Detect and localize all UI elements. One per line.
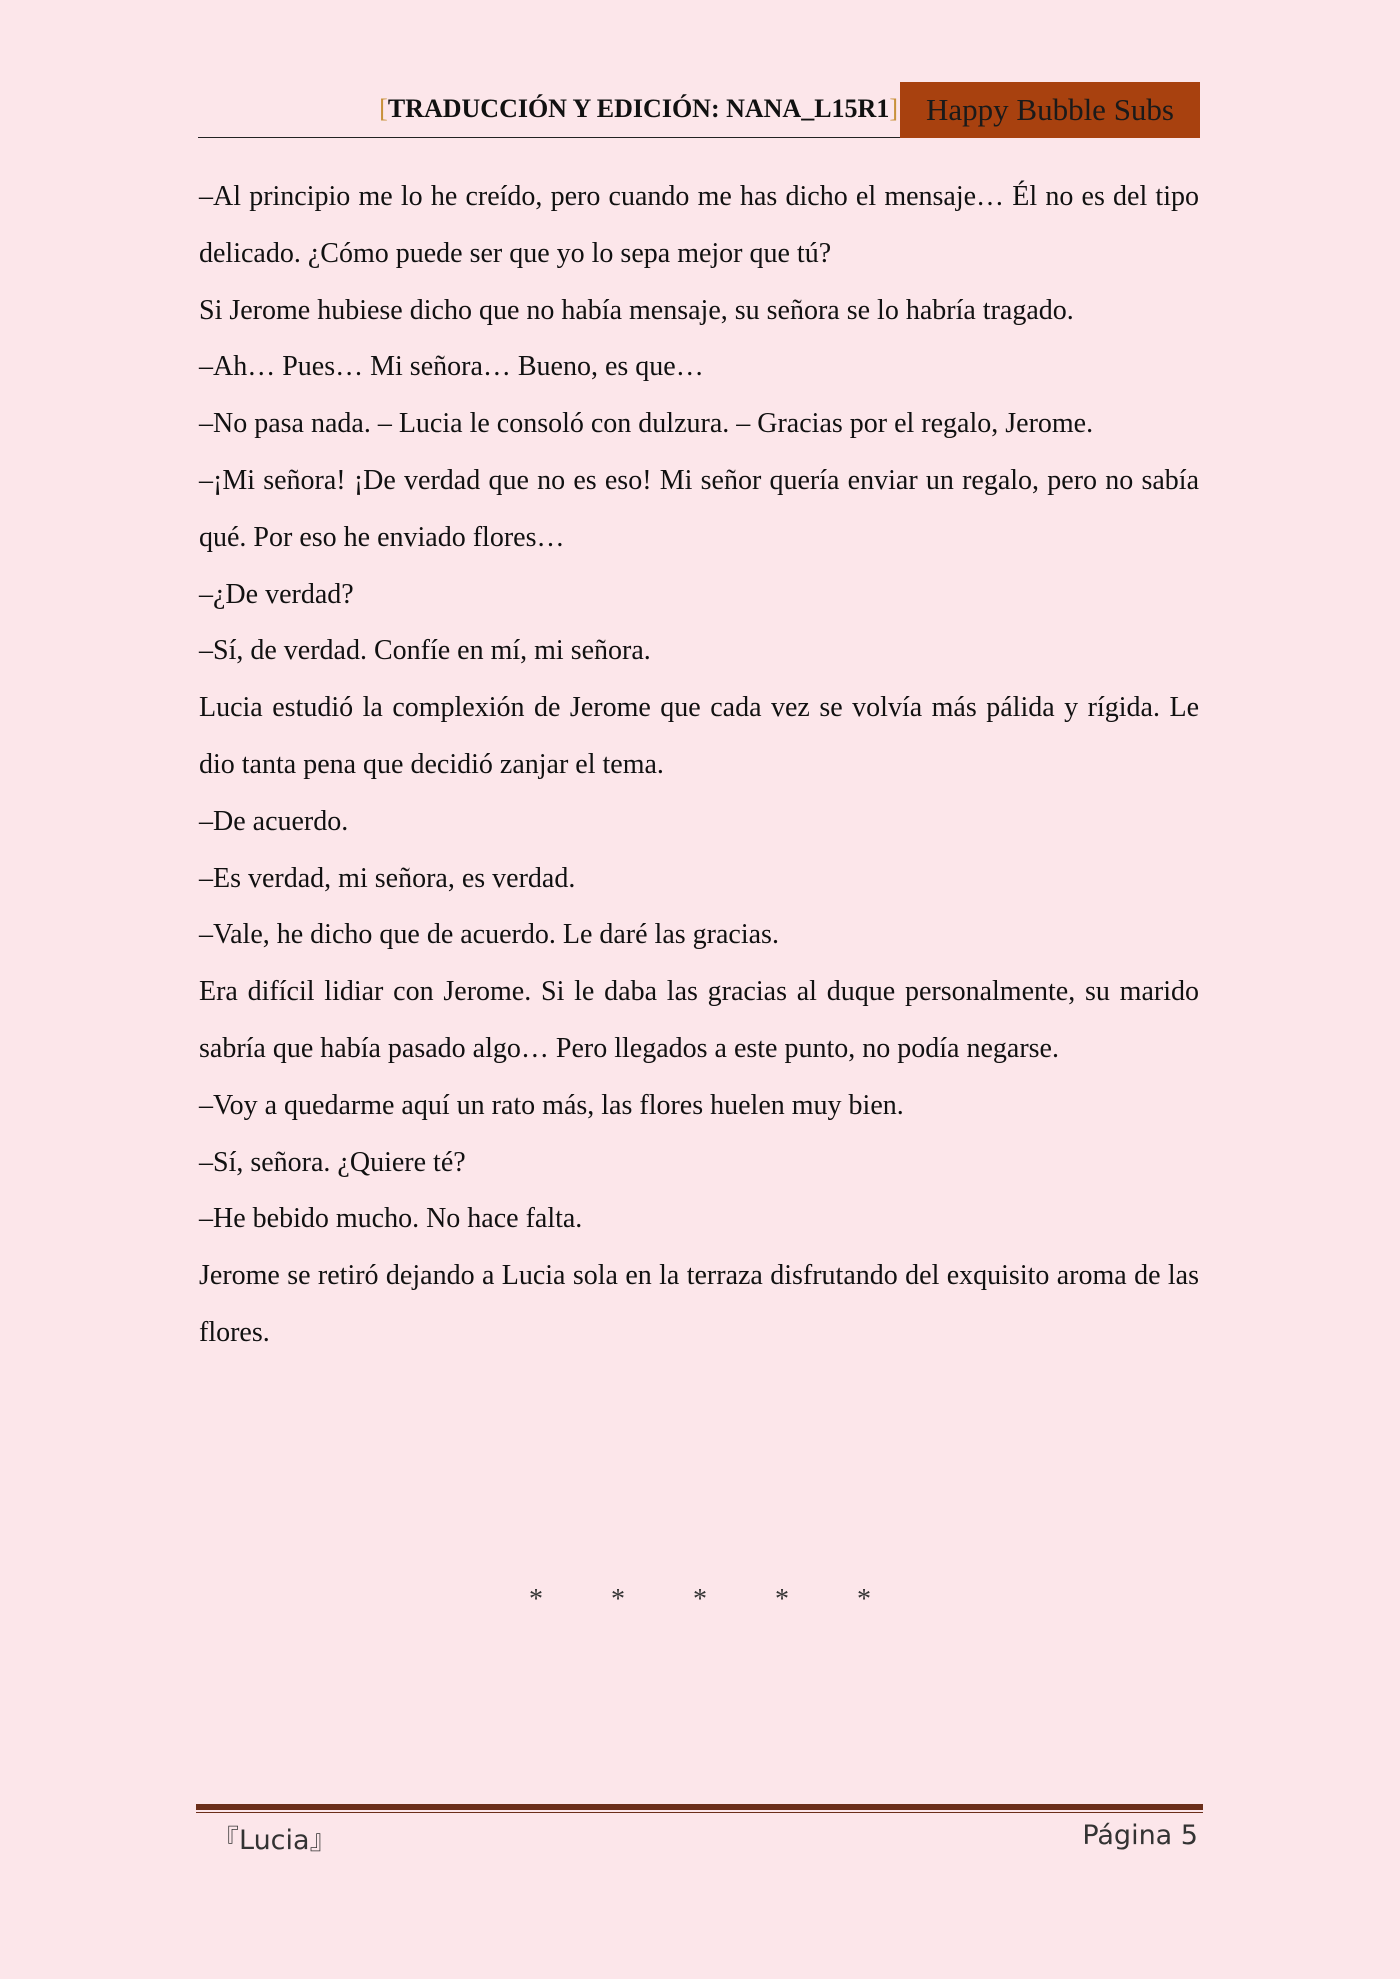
paragraph: –Al principio me lo he creído, pero cuando me has dicho el mensaje… Él no es del tipo delicado. ¿Cómo puede ser que yo lo sepa mejor que tú?	[199, 181, 1199, 269]
separator-asterisk: *	[611, 1584, 625, 1615]
paragraph: Jerome se retiró dejando a Lucia sola en la terraza disfrutando del exquisito aroma de las flores.	[199, 1260, 1199, 1348]
separator-asterisk: *	[857, 1584, 871, 1615]
footer-title: 『Lucia』	[212, 1825, 337, 1856]
footer-rule-thin	[196, 1812, 1203, 1813]
header-rule	[198, 137, 900, 138]
paragraph: –¡Mi señora! ¡De verdad que no es eso! Mi señor quería enviar un regalo, pero no sabía qué. Por eso he enviado flores…	[199, 464, 1199, 553]
brand-banner: Happy Bubble Subs	[900, 82, 1200, 138]
credit-bracket-close: ]	[889, 94, 898, 123]
body-text	[199, 169, 1199, 1362]
scene-separator	[0, 1584, 1400, 1616]
paragraph: –Es verdad, mi señora, es verdad.	[199, 862, 576, 894]
paragraph: Era difícil lidiar con Jerome. Si le daba las gracias al duque personalmente, su marido sabría que había pasado algo… Pero llegados a este punto, no podía negarse.	[199, 976, 1199, 1064]
separator-asterisk: *	[529, 1584, 543, 1615]
credit-bracket-open: [	[379, 94, 388, 123]
paragraph: –He bebido mucho. No hace falta.	[199, 1203, 583, 1235]
paragraph: Si Jerome hubiese dicho que no había mensaje, su señora se lo habría tragado.	[199, 294, 1074, 326]
paragraph: –Vale, he dicho que de acuerdo. Le daré las gracias.	[199, 919, 779, 951]
paragraph: –Voy a quedarme aquí un rato más, las flores huelen muy bien.	[199, 1089, 904, 1121]
paragraph: –No pasa nada. – Lucia le consoló con dulzura. – Gracias por el regalo, Jerome.	[199, 408, 1094, 440]
paragraph: –De acuerdo.	[199, 805, 349, 837]
paragraph: –Sí, señora. ¿Quiere té?	[199, 1146, 466, 1178]
separator-asterisk: *	[693, 1584, 707, 1615]
paragraph: Lucia estudió la complexión de Jerome que cada vez se volvía más pálida y rígida. Le dio tanta pena que decidió zanjar el tema.	[199, 692, 1199, 780]
paragraph: –¿De verdad?	[199, 578, 354, 610]
credit-text: TRADUCCIÓN Y EDICIÓN: NANA_L15R1	[387, 94, 890, 123]
page-number: Página 5	[1082, 1820, 1198, 1851]
translation-credit	[379, 94, 898, 124]
separator-asterisk: *	[775, 1584, 789, 1615]
paragraph: –Ah… Pues… Mi señora… Bueno, es que…	[199, 351, 704, 383]
paragraph: –Sí, de verdad. Confíe en mí, mi señora.	[199, 635, 651, 667]
footer-rule-thick	[196, 1804, 1203, 1810]
page-header	[198, 82, 1200, 138]
